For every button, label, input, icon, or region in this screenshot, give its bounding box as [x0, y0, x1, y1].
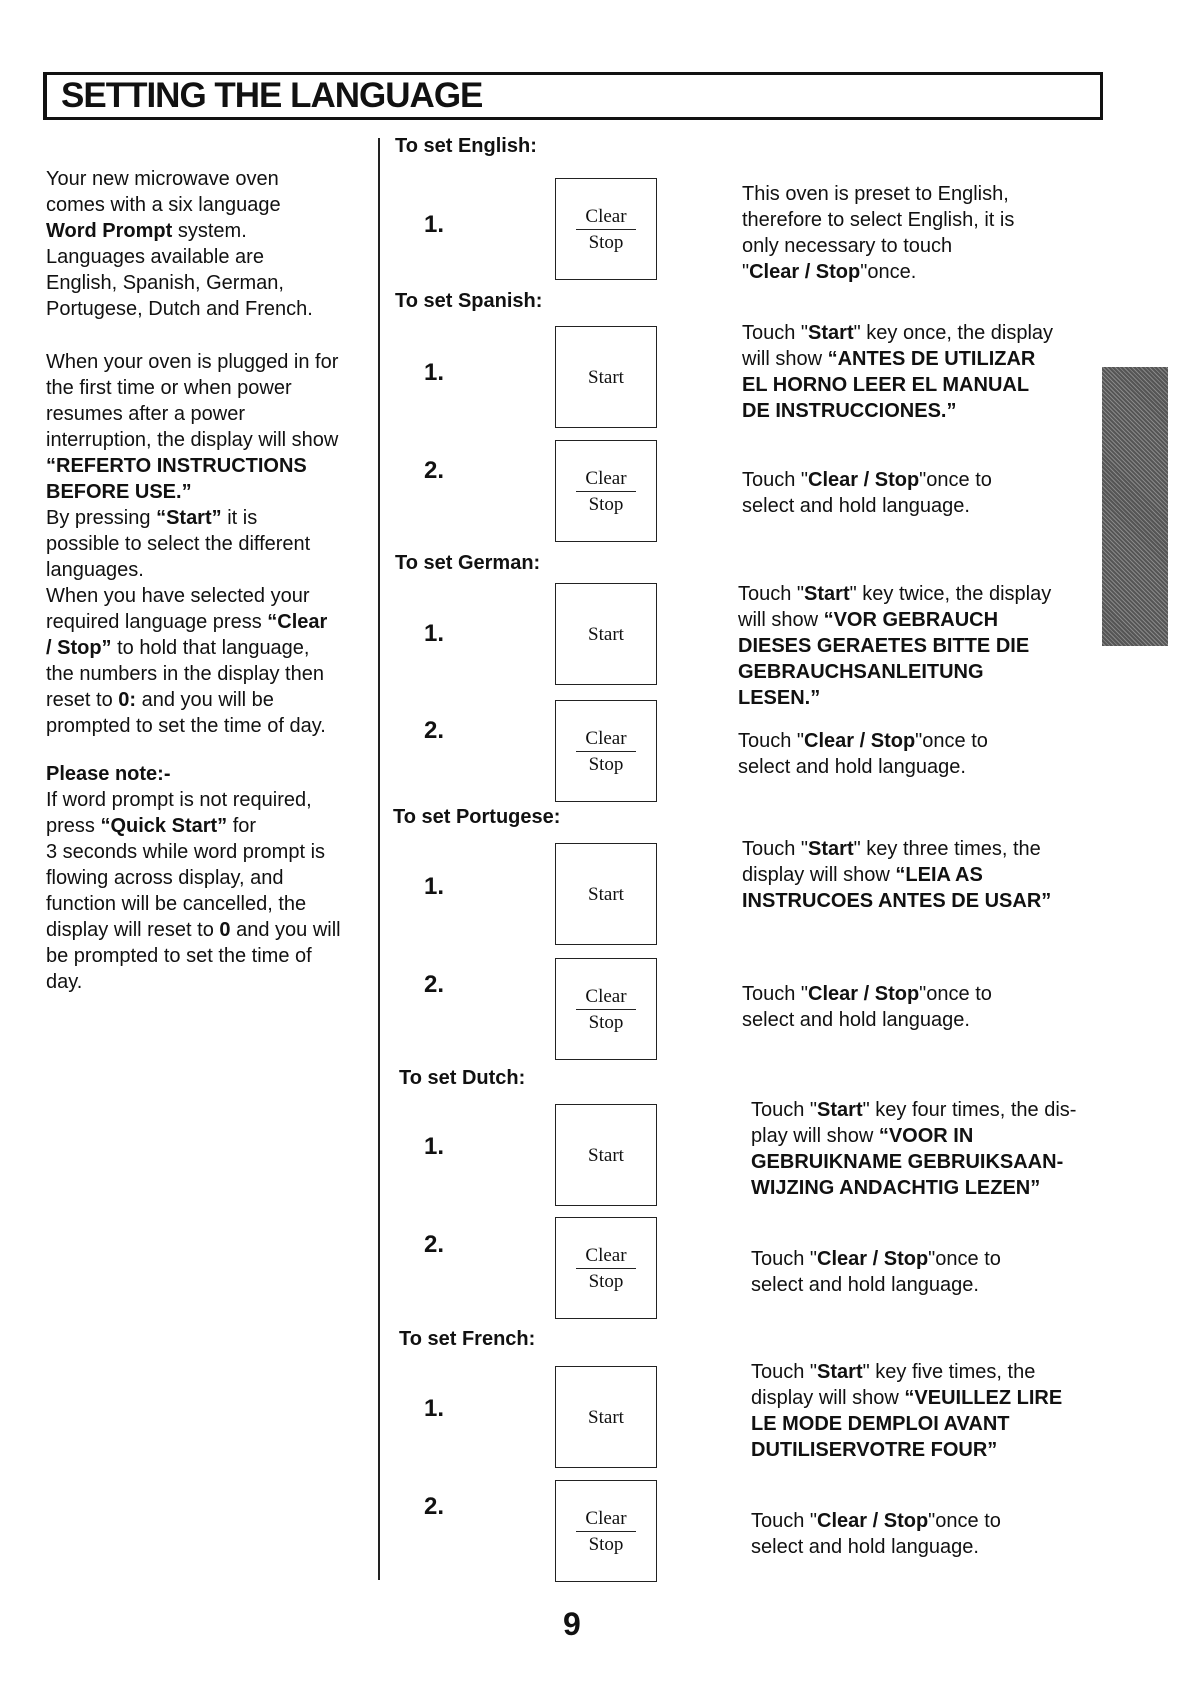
text: interruption, the display will show — [46, 429, 339, 451]
text: day. — [46, 971, 83, 993]
text: it is — [221, 507, 258, 529]
text: display will reset to — [46, 919, 220, 941]
text-line — [46, 427, 338, 453]
bold-text: “ANTES DE UTILIZAR — [827, 348, 1036, 370]
bold-text: Clear / Stop — [808, 469, 920, 491]
step-number: 1. — [424, 873, 445, 900]
text-line — [46, 375, 338, 401]
text-line — [751, 1385, 1062, 1411]
text-line — [751, 1508, 1001, 1534]
text: system. — [172, 220, 247, 242]
note-paragraph — [46, 761, 341, 995]
key-label-start: Start — [588, 884, 624, 905]
text: required language press — [46, 611, 268, 633]
bold-text: Clear / Stop — [749, 261, 861, 283]
text: only necessary to touch — [742, 235, 953, 257]
text: select and hold language. — [742, 1009, 970, 1031]
text: comes with a six language — [46, 194, 281, 216]
text-line — [742, 320, 1053, 346]
text-line — [742, 259, 1014, 285]
text-line — [46, 865, 341, 891]
text: "once. — [860, 261, 917, 283]
text-line — [751, 1123, 1076, 1149]
key-label-start: Start — [588, 367, 624, 388]
text-line — [46, 891, 341, 917]
text: Touch " — [751, 1099, 818, 1121]
text-line — [751, 1097, 1076, 1123]
text: This oven is preset to English, — [742, 183, 1009, 205]
text-line — [46, 969, 341, 995]
bold-text: “REFERTO INSTRUCTIONS — [46, 455, 307, 477]
text: function will be cancelled, the — [46, 893, 307, 915]
step-number: 1. — [424, 211, 445, 238]
text: When you have selected your — [46, 585, 310, 607]
bold-text: 0: — [118, 689, 137, 711]
bold-text: Start — [804, 583, 850, 605]
text-line — [46, 244, 313, 270]
title-box — [43, 72, 1103, 120]
text: Touch " — [742, 983, 809, 1005]
bold-text: Word Prompt — [46, 220, 173, 242]
step-description — [738, 728, 988, 780]
bold-text: Start — [808, 838, 854, 860]
text: "once to — [919, 983, 992, 1005]
text-line — [46, 349, 338, 375]
step-number: 1. — [424, 620, 445, 647]
text-line — [738, 754, 988, 780]
text-line — [46, 661, 338, 687]
text-line — [46, 557, 338, 583]
text: will show — [742, 348, 828, 370]
start-key-illustration — [555, 583, 657, 685]
bold-text: Clear / Stop — [804, 730, 916, 752]
text: select and hold language. — [738, 756, 966, 778]
page-number: 9 — [563, 1606, 581, 1642]
text: therefore to select English, it is — [742, 209, 1015, 231]
bold-text: GEBRAUCHSANLEITUNG — [738, 661, 984, 683]
text: the first time or when power — [46, 377, 292, 399]
text-line — [46, 192, 313, 218]
clear-key-illustration — [555, 440, 657, 542]
step-description — [742, 181, 1014, 285]
key-label-clear: Clear — [576, 985, 636, 1010]
text-line — [751, 1359, 1062, 1385]
text: "once to — [915, 730, 988, 752]
bold-text: INSTRUCOES ANTES DE USAR” — [742, 890, 1052, 912]
text-line — [742, 181, 1014, 207]
bold-text: “VOOR IN — [878, 1125, 974, 1147]
bold-text: BEFORE USE.” — [46, 481, 192, 503]
bold-text: DIESES GERAETES BITTE DIE — [738, 635, 1030, 657]
text-line — [46, 479, 338, 505]
start-key-illustration — [555, 843, 657, 945]
instructions-paragraph — [46, 349, 338, 739]
step-description — [742, 320, 1053, 424]
text: Touch " — [751, 1361, 818, 1383]
intro-paragraph — [46, 166, 313, 322]
text-line — [751, 1411, 1062, 1437]
key-label-start: Start — [588, 1145, 624, 1166]
clear-key-illustration — [555, 958, 657, 1060]
text-line — [46, 635, 338, 661]
text-line — [742, 493, 992, 519]
text-line — [46, 609, 338, 635]
text-line — [742, 862, 1051, 888]
step-number: 2. — [424, 1231, 445, 1258]
bold-text: LESEN.” — [738, 687, 821, 709]
text-line — [751, 1175, 1076, 1201]
bold-text: “LEIA AS — [895, 864, 983, 886]
text-line — [742, 981, 992, 1007]
text: When your oven is plugged in for — [46, 351, 339, 373]
key-label-stop: Stop — [588, 1534, 624, 1555]
text-line — [46, 787, 341, 813]
text-line — [751, 1437, 1062, 1463]
key-label-stop: Stop — [588, 754, 624, 775]
text-line — [46, 218, 313, 244]
bold-text: GEBRUIKNAME GEBRUIKSAAN- — [751, 1151, 1064, 1173]
key-label-clear: Clear — [576, 727, 636, 752]
text: Your new microwave oven — [46, 168, 279, 190]
text: to hold that language, — [111, 637, 310, 659]
text-line — [738, 633, 1051, 659]
text-line — [751, 1149, 1076, 1175]
clear-key-illustration — [555, 1480, 657, 1582]
clear-key-illustration — [555, 1217, 657, 1319]
text: flowing across display, and — [46, 867, 284, 889]
step-description — [751, 1097, 1076, 1201]
text: Languages available are — [46, 246, 264, 268]
key-label-clear: Clear — [576, 205, 636, 230]
text-line — [742, 233, 1014, 259]
text: Touch " — [738, 583, 805, 605]
section-tab-marker — [1102, 367, 1168, 646]
text-line — [742, 207, 1014, 233]
text: reset to — [46, 689, 119, 711]
text: press — [46, 815, 101, 837]
text-line — [742, 836, 1051, 862]
column-divider — [378, 138, 380, 1580]
text-line — [738, 581, 1051, 607]
text: Touch " — [742, 838, 809, 860]
bold-text: WIJZING ANDACHTIG LEZEN” — [751, 1177, 1041, 1199]
text: select and hold language. — [751, 1536, 979, 1558]
step-description — [751, 1508, 1001, 1560]
text: 3 seconds while word prompt is — [46, 841, 326, 863]
text: Touch " — [742, 469, 809, 491]
section-header: To set French: — [399, 1328, 536, 1350]
text-line — [46, 813, 341, 839]
bold-text: “VEUILLEZ LIRE — [904, 1387, 1063, 1409]
section-header: To set Spanish: — [395, 290, 543, 312]
step-number: 2. — [424, 457, 445, 484]
text-line — [46, 713, 338, 739]
key-label-stop: Stop — [588, 1271, 624, 1292]
text-line — [46, 296, 313, 322]
text: play will show — [751, 1125, 879, 1147]
bold-text: Please note:- — [46, 763, 171, 785]
text-line — [46, 453, 338, 479]
step-description — [751, 1246, 1001, 1298]
text-line — [46, 401, 338, 427]
step-number: 2. — [424, 1493, 445, 1520]
text: select and hold language. — [751, 1274, 979, 1296]
clear-key-illustration — [555, 178, 657, 280]
text-line — [742, 372, 1053, 398]
text: " key five times, the — [862, 1361, 1036, 1383]
text: and you will be — [136, 689, 274, 711]
text-line — [742, 888, 1051, 914]
text: display will show — [742, 864, 896, 886]
text: Touch " — [751, 1248, 818, 1270]
text: Touch " — [751, 1510, 818, 1532]
bold-text: / Stop” — [46, 637, 112, 659]
bold-text: “VOR GEBRAUCH — [823, 609, 999, 631]
text-line — [738, 685, 1051, 711]
text: possible to select the different — [46, 533, 311, 555]
step-description — [751, 1359, 1062, 1463]
text: " key once, the display — [853, 322, 1054, 344]
text-line — [738, 607, 1051, 633]
bold-text: Start — [817, 1361, 863, 1383]
section-header: To set Dutch: — [399, 1067, 526, 1089]
step-description — [738, 581, 1051, 711]
text: select and hold language. — [742, 495, 970, 517]
key-label-start: Start — [588, 624, 624, 645]
text: If word prompt is not required, — [46, 789, 312, 811]
bold-text: “Quick Start” — [100, 815, 228, 837]
text-line — [46, 839, 341, 865]
text: By pressing — [46, 507, 157, 529]
key-label-stop: Stop — [588, 232, 624, 253]
page-title: SETTING THE LANGUAGE — [61, 76, 483, 115]
bold-text: “Clear — [267, 611, 328, 633]
key-label-stop: Stop — [588, 1012, 624, 1033]
step-description — [742, 467, 992, 519]
text: " key twice, the display — [849, 583, 1052, 605]
text: languages. — [46, 559, 144, 581]
text: "once to — [928, 1510, 1001, 1532]
bold-text: DUTILISERVOTRE FOUR” — [751, 1439, 998, 1461]
text: display will show — [751, 1387, 905, 1409]
text-line — [46, 761, 341, 787]
bold-text: 0 — [219, 919, 231, 941]
text-line — [742, 398, 1053, 424]
text-line — [46, 505, 338, 531]
step-number: 1. — [424, 1395, 445, 1422]
text-line — [46, 583, 338, 609]
start-key-illustration — [555, 326, 657, 428]
bold-text: DE INSTRUCCIONES.” — [742, 400, 957, 422]
text-line — [742, 467, 992, 493]
step-number: 2. — [424, 971, 445, 998]
text-line — [46, 166, 313, 192]
bold-text: Clear / Stop — [817, 1248, 929, 1270]
text-line — [46, 917, 341, 943]
text: the numbers in the display then — [46, 663, 324, 685]
section-header: To set English: — [395, 135, 537, 157]
text: be prompted to set the time of — [46, 945, 312, 967]
text-line — [46, 531, 338, 557]
start-key-illustration — [555, 1104, 657, 1206]
text-line — [751, 1246, 1001, 1272]
text: " key four times, the dis- — [862, 1099, 1077, 1121]
text-line — [46, 687, 338, 713]
section-header: To set Portugese: — [393, 806, 561, 828]
bold-text: Start — [808, 322, 854, 344]
text: Touch " — [742, 322, 809, 344]
text-line — [738, 728, 988, 754]
text-line — [46, 943, 341, 969]
text: "once to — [919, 469, 992, 491]
bold-text: Clear / Stop — [808, 983, 920, 1005]
text: for — [227, 815, 257, 837]
text: prompted to set the time of day. — [46, 715, 326, 737]
text-line — [751, 1534, 1001, 1560]
text: resumes after a power — [46, 403, 245, 425]
step-description — [742, 836, 1051, 914]
text: " key three times, the — [853, 838, 1041, 860]
clear-key-illustration — [555, 700, 657, 802]
bold-text: LE MODE DEMPLOI AVANT — [751, 1413, 1010, 1435]
text-line — [751, 1272, 1001, 1298]
key-label-stop: Stop — [588, 494, 624, 515]
key-label-clear: Clear — [576, 1244, 636, 1269]
bold-text: Start — [817, 1099, 863, 1121]
key-label-start: Start — [588, 1407, 624, 1428]
step-number: 1. — [424, 359, 445, 386]
text: Touch " — [738, 730, 805, 752]
text-line — [742, 1007, 992, 1033]
text: "once to — [928, 1248, 1001, 1270]
text-line — [738, 659, 1051, 685]
key-label-clear: Clear — [576, 467, 636, 492]
bold-text: Clear / Stop — [817, 1510, 929, 1532]
text: Portugese, Dutch and French. — [46, 298, 313, 320]
text: " — [742, 261, 750, 283]
text: and you will — [230, 919, 341, 941]
step-number: 2. — [424, 717, 445, 744]
text: will show — [738, 609, 824, 631]
bold-text: “Start” — [156, 507, 222, 529]
section-header: To set German: — [395, 552, 541, 574]
text: English, Spanish, German, — [46, 272, 284, 294]
bold-text: EL HORNO LEER EL MANUAL — [742, 374, 1030, 396]
text-line — [46, 270, 313, 296]
start-key-illustration — [555, 1366, 657, 1468]
key-label-clear: Clear — [576, 1507, 636, 1532]
text-line — [742, 346, 1053, 372]
step-number: 1. — [424, 1133, 445, 1160]
step-description — [742, 981, 992, 1033]
